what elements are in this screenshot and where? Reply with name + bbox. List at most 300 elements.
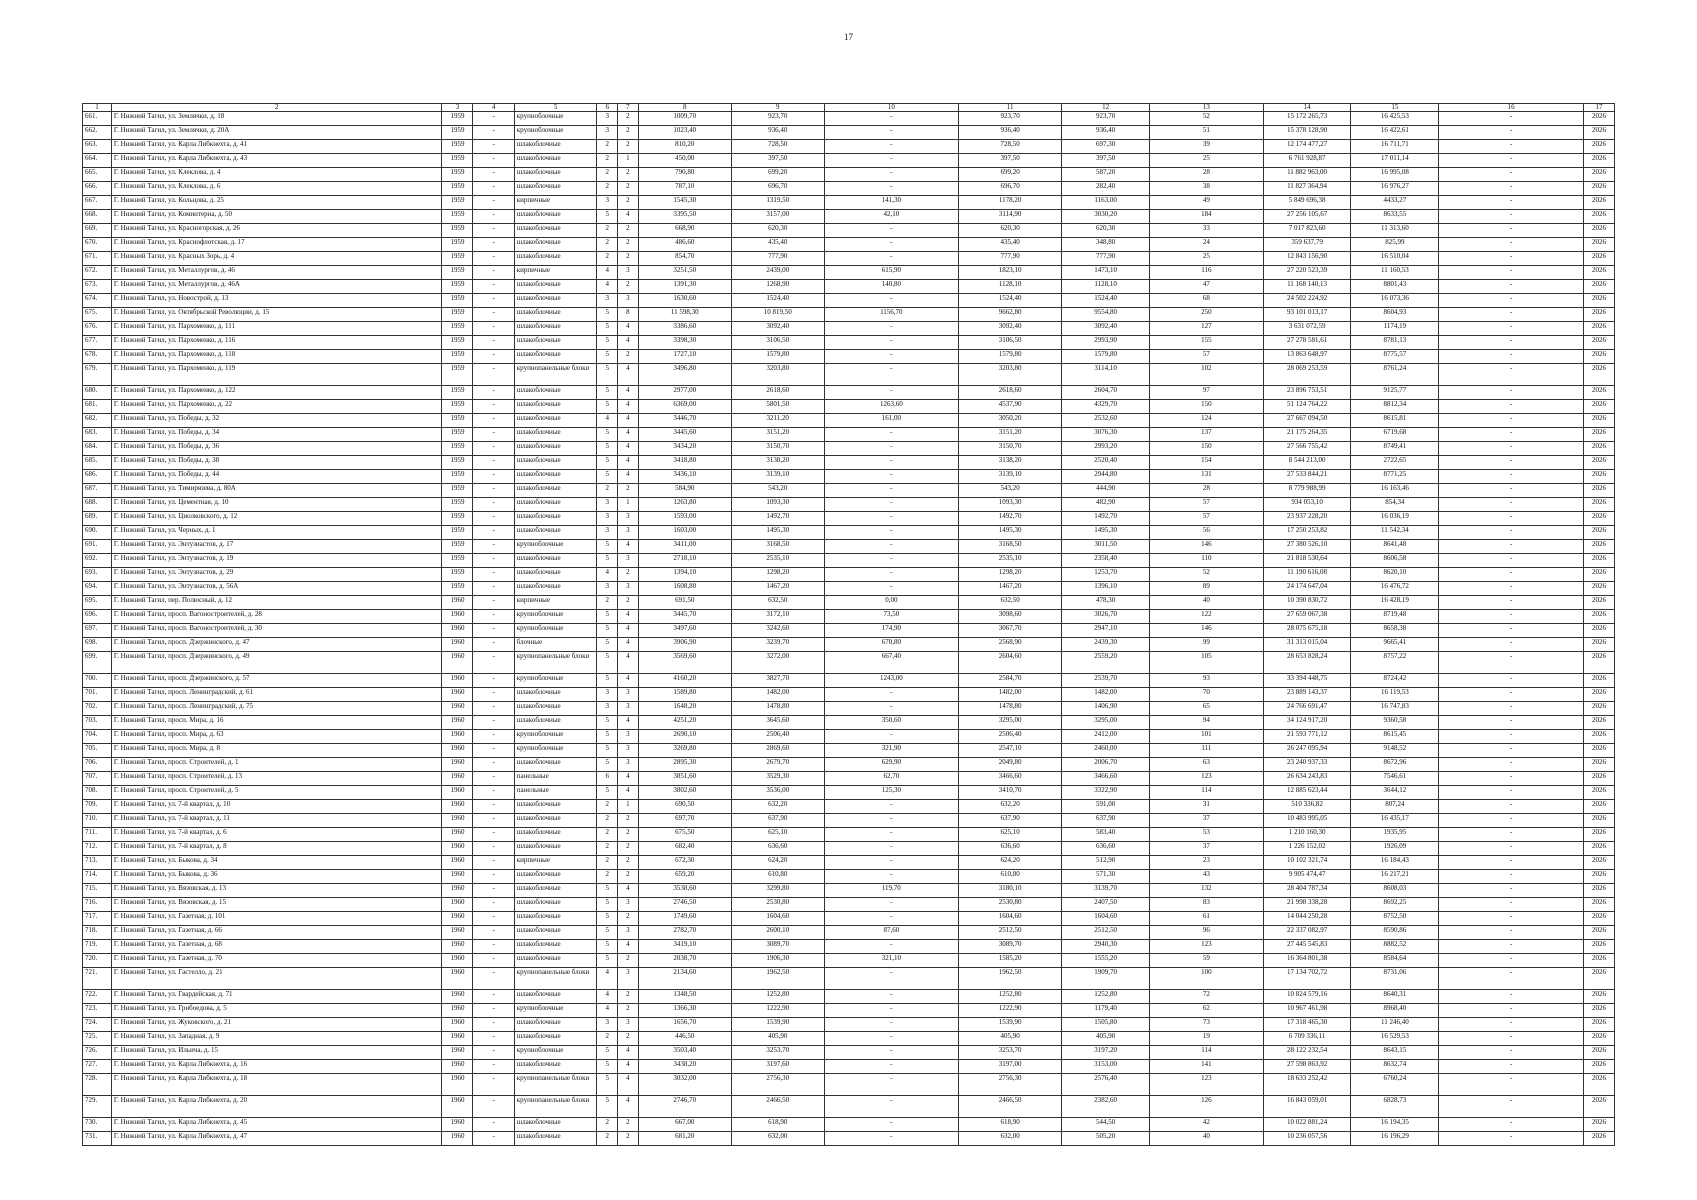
other-cell: - (1439, 1032, 1584, 1046)
nonresidential-area-cell: 73,50 (824, 610, 958, 624)
residents-cell: 37 (1150, 814, 1264, 828)
floors-cell: 4 (597, 1004, 618, 1018)
nonresidential-area-cell: - (824, 154, 958, 168)
municipal-area-cell: 583,40 (1062, 828, 1150, 842)
residential-area-cell: 2535,10 (731, 554, 824, 568)
entrances-cell: 3 (618, 898, 639, 912)
floors-cell: 5 (597, 1096, 618, 1118)
repair-cost-cell: 10 483 995,05 (1263, 814, 1351, 828)
table-row (83, 842, 1615, 856)
address-cell: Г. Нижний Тагил, ул. Землячки, д. 18 (111, 112, 442, 126)
address-cell: Г. Нижний Тагил, ул. Жуковского, д. 21 (111, 1018, 442, 1032)
nonresidential-area-cell: - (824, 1032, 958, 1046)
planned-year-cell: 2026 (1583, 484, 1614, 498)
floors-cell: 2 (597, 870, 618, 884)
cost-per-sqm-cell: 16 119,53 (1351, 688, 1439, 702)
planned-year-cell: 2026 (1583, 1004, 1614, 1018)
nonresidential-area-cell: - (824, 168, 958, 182)
private-area-cell: 1222,90 (958, 1004, 1061, 1018)
table-row (83, 1096, 1615, 1118)
residents-cell: 52 (1150, 568, 1264, 582)
other-cell: - (1439, 554, 1584, 568)
nonresidential-area-cell: 629,90 (824, 758, 958, 772)
cost-per-sqm-cell: 8731,06 (1351, 968, 1439, 990)
cost-per-sqm-cell: 6719,68 (1351, 428, 1439, 442)
planned-year-cell: 2026 (1583, 252, 1614, 266)
year-built-cell: 1960 (442, 990, 473, 1004)
address-cell: Г. Нижний Тагил, ул. Западная, д. 9 (111, 1032, 442, 1046)
private-area-cell: 2584,70 (958, 674, 1061, 688)
row-number-cell: 719. (83, 940, 112, 954)
planned-year-cell: 2026 (1583, 940, 1614, 954)
private-area-cell: 3089,70 (958, 940, 1061, 954)
total-area-cell: 675,50 (638, 828, 731, 842)
residential-area-cell: 1268,90 (731, 280, 824, 294)
municipal-area-cell: 444,90 (1062, 484, 1150, 498)
other-cell: - (1439, 512, 1584, 526)
residents-cell: 102 (1150, 364, 1264, 386)
private-area-cell: 632,00 (958, 1132, 1061, 1146)
wall-material-cell: шлакоблочные (514, 688, 597, 702)
repair-cost-cell: 23 240 937,33 (1263, 758, 1351, 772)
table-row (83, 596, 1615, 610)
wall-material-cell: крупноблочные (514, 126, 597, 140)
nonresidential-area-cell: - (824, 730, 958, 744)
year-built-cell: 1960 (442, 716, 473, 730)
repair-cost-cell: 10 824 579,16 (1263, 990, 1351, 1004)
other-cell: - (1439, 638, 1584, 652)
year-reconstructed-cell: - (473, 470, 514, 484)
private-area-cell: 2604,60 (958, 652, 1061, 674)
floors-cell: 3 (597, 1018, 618, 1032)
nonresidential-area-cell: 615,90 (824, 266, 958, 280)
floors-cell: 4 (597, 990, 618, 1004)
floors-cell: 5 (597, 638, 618, 652)
floors-cell: 5 (597, 744, 618, 758)
municipal-area-cell: 1179,40 (1062, 1004, 1150, 1018)
private-area-cell: 397,50 (958, 154, 1061, 168)
address-cell: Г. Нижний Тагил, ул. Октябрьской Революции, д. 15 (111, 308, 442, 322)
row-number-cell: 721. (83, 968, 112, 990)
row-number-cell: 689. (83, 512, 112, 526)
residential-area-cell: 3138,20 (731, 456, 824, 470)
total-area-cell: 4160,20 (638, 674, 731, 688)
residents-cell: 141 (1150, 1060, 1264, 1074)
nonresidential-area-cell: - (824, 140, 958, 154)
repair-cost-cell: 11 827 364,94 (1263, 182, 1351, 196)
cost-per-sqm-cell: 8643,15 (1351, 1046, 1439, 1060)
planned-year-cell: 2026 (1583, 294, 1614, 308)
total-area-cell: 810,20 (638, 140, 731, 154)
planned-year-cell: 2026 (1583, 1032, 1614, 1046)
total-area-cell: 3503,40 (638, 1046, 731, 1060)
nonresidential-area-cell: - (824, 1060, 958, 1074)
cost-per-sqm-cell: 8801,43 (1351, 280, 1439, 294)
table-row (83, 294, 1615, 308)
residents-cell: 105 (1150, 652, 1264, 674)
private-area-cell: 696,70 (958, 182, 1061, 196)
nonresidential-area-cell: - (824, 484, 958, 498)
repair-cost-cell: 10 102 321,74 (1263, 856, 1351, 870)
row-number-cell: 722. (83, 990, 112, 1004)
table-row (83, 652, 1615, 674)
year-reconstructed-cell: - (473, 168, 514, 182)
table-row (83, 912, 1615, 926)
wall-material-cell: шлакоблочные (514, 814, 597, 828)
address-cell: Г. Нижний Тагил, ул. Энтузиастов, д. 19 (111, 554, 442, 568)
total-area-cell: 2038,70 (638, 954, 731, 968)
floors-cell: 5 (597, 210, 618, 224)
other-cell: - (1439, 442, 1584, 456)
planned-year-cell: 2026 (1583, 442, 1614, 456)
year-reconstructed-cell: - (473, 856, 514, 870)
nonresidential-area-cell: - (824, 1018, 958, 1032)
planned-year-cell: 2026 (1583, 554, 1614, 568)
private-area-cell: 3139,10 (958, 470, 1061, 484)
repair-cost-cell: 27 220 523,39 (1263, 266, 1351, 280)
residents-cell: 126 (1150, 1096, 1264, 1118)
other-cell: - (1439, 856, 1584, 870)
planned-year-cell: 2026 (1583, 126, 1614, 140)
planned-year-cell: 2026 (1583, 168, 1614, 182)
municipal-area-cell: 2512,50 (1062, 926, 1150, 940)
row-number-cell: 674. (83, 294, 112, 308)
private-area-cell: 624,20 (958, 856, 1061, 870)
residents-cell: 43 (1150, 870, 1264, 884)
cost-per-sqm-cell: 16 529,53 (1351, 1032, 1439, 1046)
municipal-area-cell: 3030,20 (1062, 210, 1150, 224)
year-built-cell: 1960 (442, 800, 473, 814)
row-number-cell: 729. (83, 1096, 112, 1118)
table-row (83, 926, 1615, 940)
floors-cell: 4 (597, 968, 618, 990)
year-built-cell: 1959 (442, 470, 473, 484)
year-reconstructed-cell: - (473, 912, 514, 926)
entrances-cell: 2 (618, 126, 639, 140)
planned-year-cell: 2026 (1583, 1118, 1614, 1132)
address-cell: Г. Нижний Тагил, ул. Победы, д. 34 (111, 428, 442, 442)
residential-area-cell: 3242,60 (731, 624, 824, 638)
wall-material-cell: шлакоблочные (514, 702, 597, 716)
entrances-cell: 1 (618, 498, 639, 512)
other-cell: - (1439, 1046, 1584, 1060)
wall-material-cell: шлакоблочные (514, 386, 597, 400)
floors-cell: 3 (597, 498, 618, 512)
residents-cell: 47 (1150, 280, 1264, 294)
other-cell: - (1439, 470, 1584, 484)
column-header-9: 9 (731, 104, 824, 112)
table-row (83, 610, 1615, 624)
year-reconstructed-cell: - (473, 814, 514, 828)
entrances-cell: 4 (618, 1046, 639, 1060)
year-built-cell: 1959 (442, 210, 473, 224)
repair-cost-cell: 10 967 461,98 (1263, 1004, 1351, 1018)
floors-cell: 2 (597, 1032, 618, 1046)
wall-material-cell: шлакоблочные (514, 940, 597, 954)
nonresidential-area-cell: - (824, 238, 958, 252)
entrances-cell: 4 (618, 940, 639, 954)
planned-year-cell: 2026 (1583, 400, 1614, 414)
residents-cell: 150 (1150, 400, 1264, 414)
entrances-cell: 2 (618, 828, 639, 842)
total-area-cell: 659,20 (638, 870, 731, 884)
year-built-cell: 1960 (442, 1074, 473, 1096)
residents-cell: 57 (1150, 512, 1264, 526)
floors-cell: 5 (597, 884, 618, 898)
entrances-cell: 4 (618, 884, 639, 898)
wall-material-cell: крупнопанельные блоки (514, 1096, 597, 1118)
wall-material-cell: крупноблочные (514, 1046, 597, 1060)
residential-area-cell: 2530,80 (731, 898, 824, 912)
municipal-area-cell: 544,50 (1062, 1118, 1150, 1132)
address-cell: Г. Нижний Тагил, просп. Строителей, д. 5 (111, 786, 442, 800)
residents-cell: 73 (1150, 1018, 1264, 1032)
cost-per-sqm-cell: 11 160,53 (1351, 266, 1439, 280)
municipal-area-cell: 2407,50 (1062, 898, 1150, 912)
year-built-cell: 1959 (442, 400, 473, 414)
entrances-cell: 2 (618, 856, 639, 870)
year-reconstructed-cell: - (473, 884, 514, 898)
year-built-cell: 1960 (442, 856, 473, 870)
row-number-cell: 662. (83, 126, 112, 140)
other-cell: - (1439, 828, 1584, 842)
total-area-cell: 1348,50 (638, 990, 731, 1004)
nonresidential-area-cell: 1156,70 (824, 308, 958, 322)
municipal-area-cell: 3197,20 (1062, 1046, 1150, 1060)
private-area-cell: 1823,10 (958, 266, 1061, 280)
nonresidential-area-cell: - (824, 1096, 958, 1118)
residential-area-cell: 1298,20 (731, 568, 824, 582)
repair-cost-cell: 1 226 152,02 (1263, 842, 1351, 856)
repair-cost-cell: 31 313 015,04 (1263, 638, 1351, 652)
cost-per-sqm-cell: 16 194,35 (1351, 1118, 1439, 1132)
floors-cell: 2 (597, 800, 618, 814)
year-built-cell: 1959 (442, 280, 473, 294)
floors-cell: 5 (597, 940, 618, 954)
year-reconstructed-cell: - (473, 674, 514, 688)
municipal-area-cell: 2559,20 (1062, 652, 1150, 674)
private-area-cell: 2547,10 (958, 744, 1061, 758)
table-row (83, 266, 1615, 280)
year-reconstructed-cell: - (473, 140, 514, 154)
nonresidential-area-cell: - (824, 828, 958, 842)
other-cell: - (1439, 140, 1584, 154)
table-row (83, 702, 1615, 716)
total-area-cell: 11 598,30 (638, 308, 731, 322)
residents-cell: 52 (1150, 112, 1264, 126)
other-cell: - (1439, 280, 1584, 294)
entrances-cell: 2 (618, 280, 639, 294)
wall-material-cell: шлакоблочные (514, 526, 597, 540)
residential-area-cell: 10 819,50 (731, 308, 824, 322)
row-number-cell: 714. (83, 870, 112, 884)
nonresidential-area-cell: - (824, 252, 958, 266)
repair-cost-cell: 93 101 013,17 (1263, 308, 1351, 322)
repair-cost-cell: 34 124 917,20 (1263, 716, 1351, 730)
private-area-cell: 405,90 (958, 1032, 1061, 1046)
planned-year-cell: 2026 (1583, 884, 1614, 898)
row-number-cell: 708. (83, 786, 112, 800)
private-area-cell: 1178,20 (958, 196, 1061, 210)
other-cell: - (1439, 112, 1584, 126)
residential-area-cell: 2756,30 (731, 1074, 824, 1096)
entrances-cell: 2 (618, 842, 639, 856)
municipal-area-cell: 2520,40 (1062, 456, 1150, 470)
total-area-cell: 6369,00 (638, 400, 731, 414)
wall-material-cell: крупноблочные (514, 624, 597, 638)
nonresidential-area-cell: - (824, 456, 958, 470)
residential-area-cell: 637,90 (731, 814, 824, 828)
repair-cost-cell: 12 843 156,90 (1263, 252, 1351, 266)
wall-material-cell: шлакоблочные (514, 252, 597, 266)
total-area-cell: 3269,80 (638, 744, 731, 758)
repair-cost-cell: 27 380 526,10 (1263, 540, 1351, 554)
table-row (83, 758, 1615, 772)
municipal-area-cell: 1524,40 (1062, 294, 1150, 308)
floors-cell: 6 (597, 772, 618, 786)
municipal-area-cell: 2006,70 (1062, 758, 1150, 772)
municipal-area-cell: 620,30 (1062, 224, 1150, 238)
table-row (83, 126, 1615, 140)
row-number-cell: 705. (83, 744, 112, 758)
total-area-cell: 1749,60 (638, 912, 731, 926)
table-row (83, 414, 1615, 428)
municipal-area-cell: 482,90 (1062, 498, 1150, 512)
municipal-area-cell: 3114,10 (1062, 364, 1150, 386)
table-row (83, 210, 1615, 224)
cost-per-sqm-cell: 9360,58 (1351, 716, 1439, 730)
residential-area-cell: 3272,00 (731, 652, 824, 674)
wall-material-cell: крупнопанельные блоки (514, 652, 597, 674)
year-reconstructed-cell: - (473, 224, 514, 238)
wall-material-cell: шлакоблочные (514, 294, 597, 308)
residential-area-cell: 2466,50 (731, 1096, 824, 1118)
row-number-cell: 672. (83, 266, 112, 280)
address-cell: Г. Нижний Тагил, ул. Ильича, д. 15 (111, 1046, 442, 1060)
private-area-cell: 543,20 (958, 484, 1061, 498)
entrances-cell: 4 (618, 1074, 639, 1096)
entrances-cell: 4 (618, 414, 639, 428)
entrances-cell: 3 (618, 266, 639, 280)
repair-cost-cell: 27 598 863,92 (1263, 1060, 1351, 1074)
repair-cost-cell: 23 937 228,20 (1263, 512, 1351, 526)
total-area-cell: 4251,20 (638, 716, 731, 730)
wall-material-cell: крупнопанельные блоки (514, 1074, 597, 1096)
floors-cell: 5 (597, 898, 618, 912)
private-area-cell: 3295,00 (958, 716, 1061, 730)
residents-cell: 155 (1150, 336, 1264, 350)
floors-cell: 5 (597, 540, 618, 554)
residents-cell: 99 (1150, 638, 1264, 652)
address-cell: Г. Нижний Тагил, просп. Вагоностроителей, д. 28 (111, 610, 442, 624)
year-built-cell: 1960 (442, 1004, 473, 1018)
entrances-cell: 2 (618, 1032, 639, 1046)
other-cell: - (1439, 1004, 1584, 1018)
planned-year-cell: 2026 (1583, 702, 1614, 716)
floors-cell: 5 (597, 364, 618, 386)
table-row (83, 484, 1615, 498)
address-cell: Г. Нижний Тагил, ул. 7-й квартал, д. 10 (111, 800, 442, 814)
cost-per-sqm-cell: 8692,25 (1351, 898, 1439, 912)
other-cell: - (1439, 652, 1584, 674)
nonresidential-area-cell: 42,10 (824, 210, 958, 224)
private-area-cell: 3098,60 (958, 610, 1061, 624)
repair-cost-cell: 8 544 213,00 (1263, 456, 1351, 470)
planned-year-cell: 2026 (1583, 772, 1614, 786)
year-built-cell: 1960 (442, 786, 473, 800)
floors-cell: 5 (597, 912, 618, 926)
wall-material-cell: шлакоблочные (514, 210, 597, 224)
column-header-11: 11 (958, 104, 1061, 112)
nonresidential-area-cell: 140,80 (824, 280, 958, 294)
planned-year-cell: 2026 (1583, 526, 1614, 540)
residential-area-cell: 1492,70 (731, 512, 824, 526)
repair-cost-cell: 21 818 530,64 (1263, 554, 1351, 568)
year-reconstructed-cell: - (473, 990, 514, 1004)
other-cell: - (1439, 350, 1584, 364)
total-area-cell: 3251,50 (638, 266, 731, 280)
entrances-cell: 4 (618, 322, 639, 336)
municipal-area-cell: 3153,00 (1062, 1060, 1150, 1074)
total-area-cell: 2718,10 (638, 554, 731, 568)
total-area-cell: 790,80 (638, 168, 731, 182)
total-area-cell: 3395,50 (638, 210, 731, 224)
private-area-cell: 3253,70 (958, 1046, 1061, 1060)
private-area-cell: 610,80 (958, 870, 1061, 884)
address-cell: Г. Нижний Тагил, ул. Клеклова, д. 6 (111, 182, 442, 196)
year-reconstructed-cell: - (473, 582, 514, 596)
nonresidential-area-cell: 1243,00 (824, 674, 958, 688)
cost-per-sqm-cell: 1935,95 (1351, 828, 1439, 842)
address-cell: Г. Нижний Тагил, просп. Строителей, д. 1 (111, 758, 442, 772)
cost-per-sqm-cell: 16 217,21 (1351, 870, 1439, 884)
table-row (83, 716, 1615, 730)
year-reconstructed-cell: - (473, 484, 514, 498)
private-area-cell: 1128,10 (958, 280, 1061, 294)
year-reconstructed-cell: - (473, 442, 514, 456)
entrances-cell: 3 (618, 526, 639, 540)
total-area-cell: 2746,50 (638, 898, 731, 912)
year-reconstructed-cell: - (473, 1004, 514, 1018)
column-header-3: 3 (442, 104, 473, 112)
year-reconstructed-cell: - (473, 512, 514, 526)
wall-material-cell: шлакоблочные (514, 1032, 597, 1046)
total-area-cell: 3446,70 (638, 414, 731, 428)
residential-area-cell: 1252,80 (731, 990, 824, 1004)
other-cell: - (1439, 498, 1584, 512)
address-cell: Г. Нижний Тагил, просп. Строителей, д. 13 (111, 772, 442, 786)
private-area-cell: 618,90 (958, 1118, 1061, 1132)
other-cell: - (1439, 182, 1584, 196)
repair-cost-cell: 14 044 250,28 (1263, 912, 1351, 926)
private-area-cell: 620,30 (958, 224, 1061, 238)
year-built-cell: 1959 (442, 182, 473, 196)
entrances-cell: 4 (618, 1096, 639, 1118)
year-built-cell: 1960 (442, 926, 473, 940)
row-number-cell: 694. (83, 582, 112, 596)
cost-per-sqm-cell: 8775,57 (1351, 350, 1439, 364)
total-area-cell: 854,70 (638, 252, 731, 266)
other-cell: - (1439, 322, 1584, 336)
row-number-cell: 717. (83, 912, 112, 926)
table-row (83, 1060, 1615, 1074)
planned-year-cell: 2026 (1583, 154, 1614, 168)
total-area-cell: 3411,00 (638, 540, 731, 554)
address-cell: Г. Нижний Тагил, ул. Краснофлотская, д. 17 (111, 238, 442, 252)
row-number-cell: 697. (83, 624, 112, 638)
residential-area-cell: 3172,10 (731, 610, 824, 624)
year-reconstructed-cell: - (473, 1060, 514, 1074)
